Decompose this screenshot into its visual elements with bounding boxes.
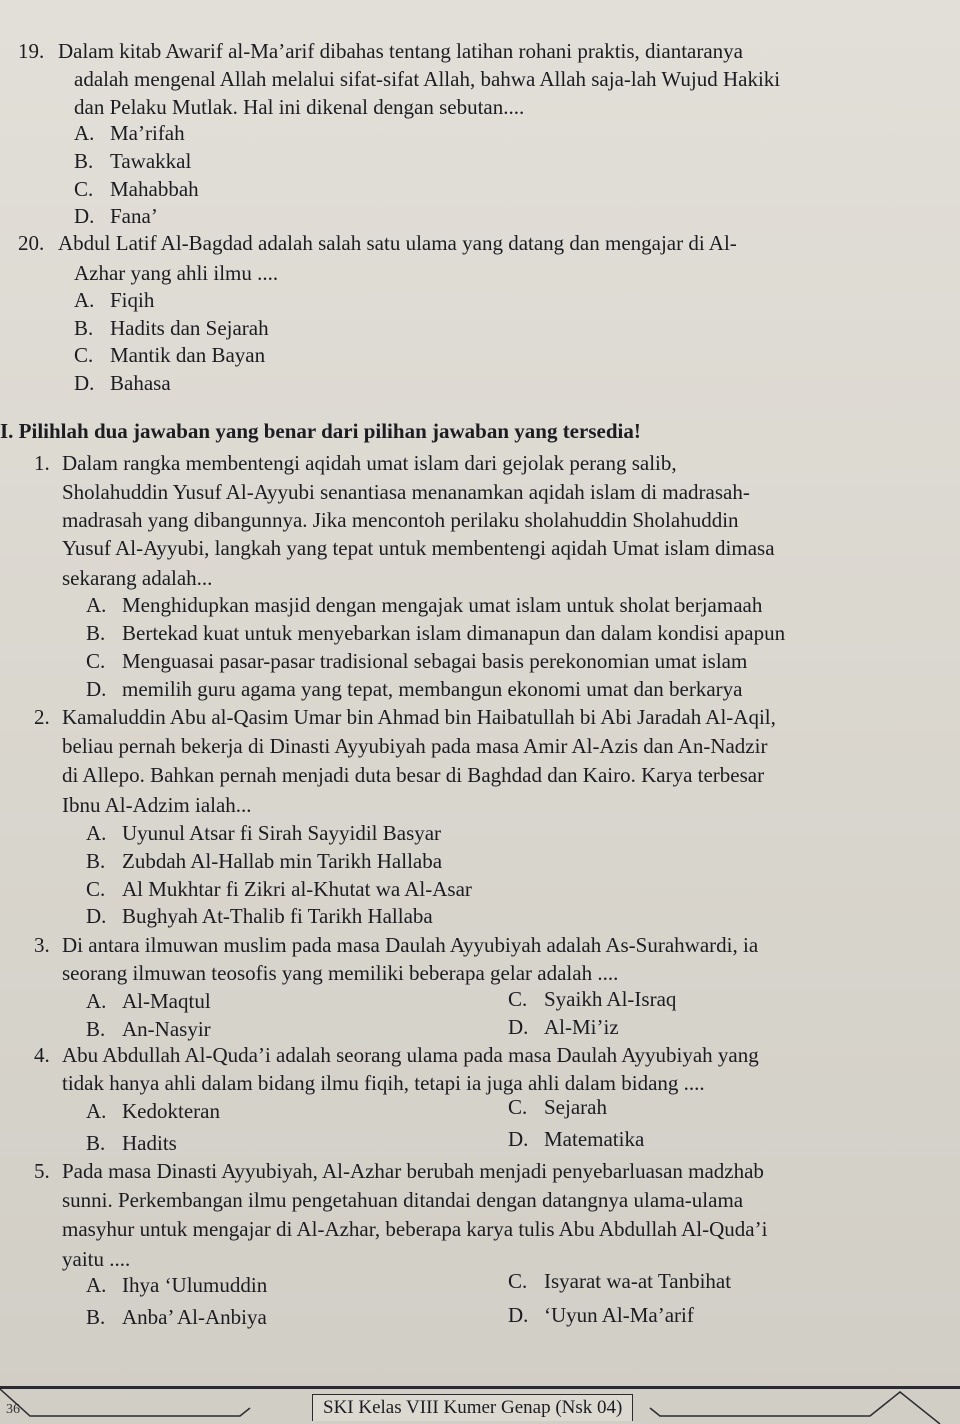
question-text: Sholahuddin Yusuf Al-Ayyubi senantiasa menanamkan aqidah islam di madrasah- — [62, 480, 750, 504]
option-b: B. Hadits dan Sejarah — [74, 316, 269, 340]
question-text: Ibnu Al-Adzim ialah... — [62, 793, 252, 817]
option-a: A. Ihya ‘Ulumuddin — [86, 1273, 268, 1297]
option-d: D. Matematika — [508, 1127, 645, 1151]
footer-label: SKI Kelas VIII Kumer Genap (Nsk 04) — [312, 1394, 633, 1421]
question-text: sunni. Perkembangan ilmu pengetahuan ditandai dengan datangnya ulama-ulama — [62, 1188, 744, 1212]
question-number: 1. — [34, 451, 50, 475]
option-b: B. Tawakkal — [74, 149, 192, 173]
option-c: C. Menguasai pasar-pasar tradisional sebagai basis perekonomian umat islam — [86, 649, 748, 673]
option-c: C. Sejarah — [508, 1095, 607, 1119]
option-c: C. Mahabbah — [74, 177, 199, 201]
option-d: D. Bahasa — [74, 371, 171, 395]
section-heading: I. Pilihlah dua jawaban yang benar dari pilihan jawaban yang tersedia! — [0, 419, 641, 443]
question-text: tidak hanya ahli dalam bidang ilmu fiqih, tetapi ia juga ahli dalam bidang .... — [62, 1071, 705, 1095]
option-d: D. Bughyah At-Thalib fi Tarikh Hallaba — [86, 904, 433, 928]
question-text: Yusuf Al-Ayyubi, langkah yang tepat untuk membentengi aqidah Umat islam dimasa — [62, 536, 775, 560]
option-b: B. Anba’ Al-Anbiya — [86, 1305, 267, 1329]
question-number: 19. — [18, 39, 45, 63]
question-text: Abdul Latif Al-Bagdad adalah salah satu ulama yang datang dan mengajar di Al- — [58, 231, 737, 255]
option-c: C. Syaikh Al-Israq — [508, 987, 677, 1011]
question-text: seorang ilmuwan teosofis yang memiliki beberapa gelar adalah .... — [62, 961, 619, 985]
question-text: Dalam rangka membentengi aqidah umat islam dari gejolak perang salib, — [62, 451, 677, 475]
question-text: dan Pelaku Mutlak. Hal ini dikenal dengan sebutan.... — [74, 95, 525, 119]
question-number: 2. — [34, 705, 50, 729]
option-c: C. Al Mukhtar fi Zikri al-Khutat wa Al-Asar — [86, 877, 472, 901]
page-number: 36 — [6, 1402, 20, 1417]
question-number: 3. — [34, 933, 50, 957]
option-b: B. An-Nasyir — [86, 1017, 211, 1041]
question-number: 20. — [18, 231, 45, 255]
question-text: Kamaluddin Abu al-Qasim Umar bin Ahmad bin Haibatullah bi Abi Jaradah Al-Aqil, — [62, 705, 776, 729]
option-a: A. Kedokteran — [86, 1099, 220, 1123]
question-text: yaitu .... — [62, 1247, 131, 1271]
option-d: D. memilih guru agama yang tepat, membangun ekonomi umat dan berkarya — [86, 677, 743, 701]
question-text: Abu Abdullah Al-Quda’i adalah seorang ulama pada masa Daulah Ayyubiyah yang — [62, 1043, 759, 1067]
option-a: A. Ma’rifah — [74, 121, 185, 145]
option-c: C. Mantik dan Bayan — [74, 343, 266, 367]
question-text: masyhur untuk mengajar di Al-Azhar, beberapa karya tulis Abu Abdullah Al-Quda’i — [62, 1217, 768, 1241]
option-d: D. ‘Uyun Al-Ma’arif — [508, 1303, 694, 1327]
option-c: C. Isyarat wa-at Tanbihat — [508, 1269, 732, 1293]
question-text: sekarang adalah... — [62, 566, 213, 590]
question-text: Pada masa Dinasti Ayyubiyah, Al-Azhar berubah menjadi penyebarluasan madzhab — [62, 1159, 764, 1183]
option-a: A. Al-Maqtul — [86, 989, 211, 1013]
question-number: 5. — [34, 1159, 50, 1183]
option-b: B. Bertekad kuat untuk menyebarkan islam dimanapun dan dalam kondisi apapun — [86, 621, 786, 645]
question-text: Azhar yang ahli ilmu .... — [74, 261, 279, 285]
page-footer — [0, 1386, 960, 1424]
question-text: beliau pernah bekerja di Dinasti Ayyubiyah pada masa Amir Al-Azis dan An-Nadzir — [62, 734, 768, 758]
question-text: di Allepo. Bahkan pernah menjadi duta besar di Baghdad dan Kairo. Karya terbesar — [62, 763, 765, 787]
option-a: A. Uyunul Atsar fi Sirah Sayyidil Basyar — [86, 821, 442, 845]
option-d: D. Al-Mi’iz — [508, 1015, 619, 1039]
option-d: D. Fana’ — [74, 204, 158, 228]
option-a: A. Fiqih — [74, 288, 155, 312]
question-text: adalah mengenal Allah melalui sifat-sifat Allah, bahwa Allah saja-lah Wujud Hakiki — [74, 67, 781, 91]
option-a: A. Menghidupkan masjid dengan mengajak umat islam untuk sholat berjamaah — [86, 593, 763, 617]
question-text: madrasah yang dibangunnya. Jika mencontoh perilaku sholahuddin Sholahuddin — [62, 508, 739, 532]
question-text: Dalam kitab Awarif al-Ma’arif dibahas tentang latihan rohani praktis, diantaranya — [58, 39, 743, 63]
question-text: Di antara ilmuwan muslim pada masa Daulah Ayyubiyah adalah As-Surahwardi, ia — [62, 933, 759, 957]
question-number: 4. — [34, 1043, 50, 1067]
option-b: B. Zubdah Al-Hallab min Tarikh Hallaba — [86, 849, 443, 873]
option-b: B. Hadits — [86, 1131, 177, 1155]
